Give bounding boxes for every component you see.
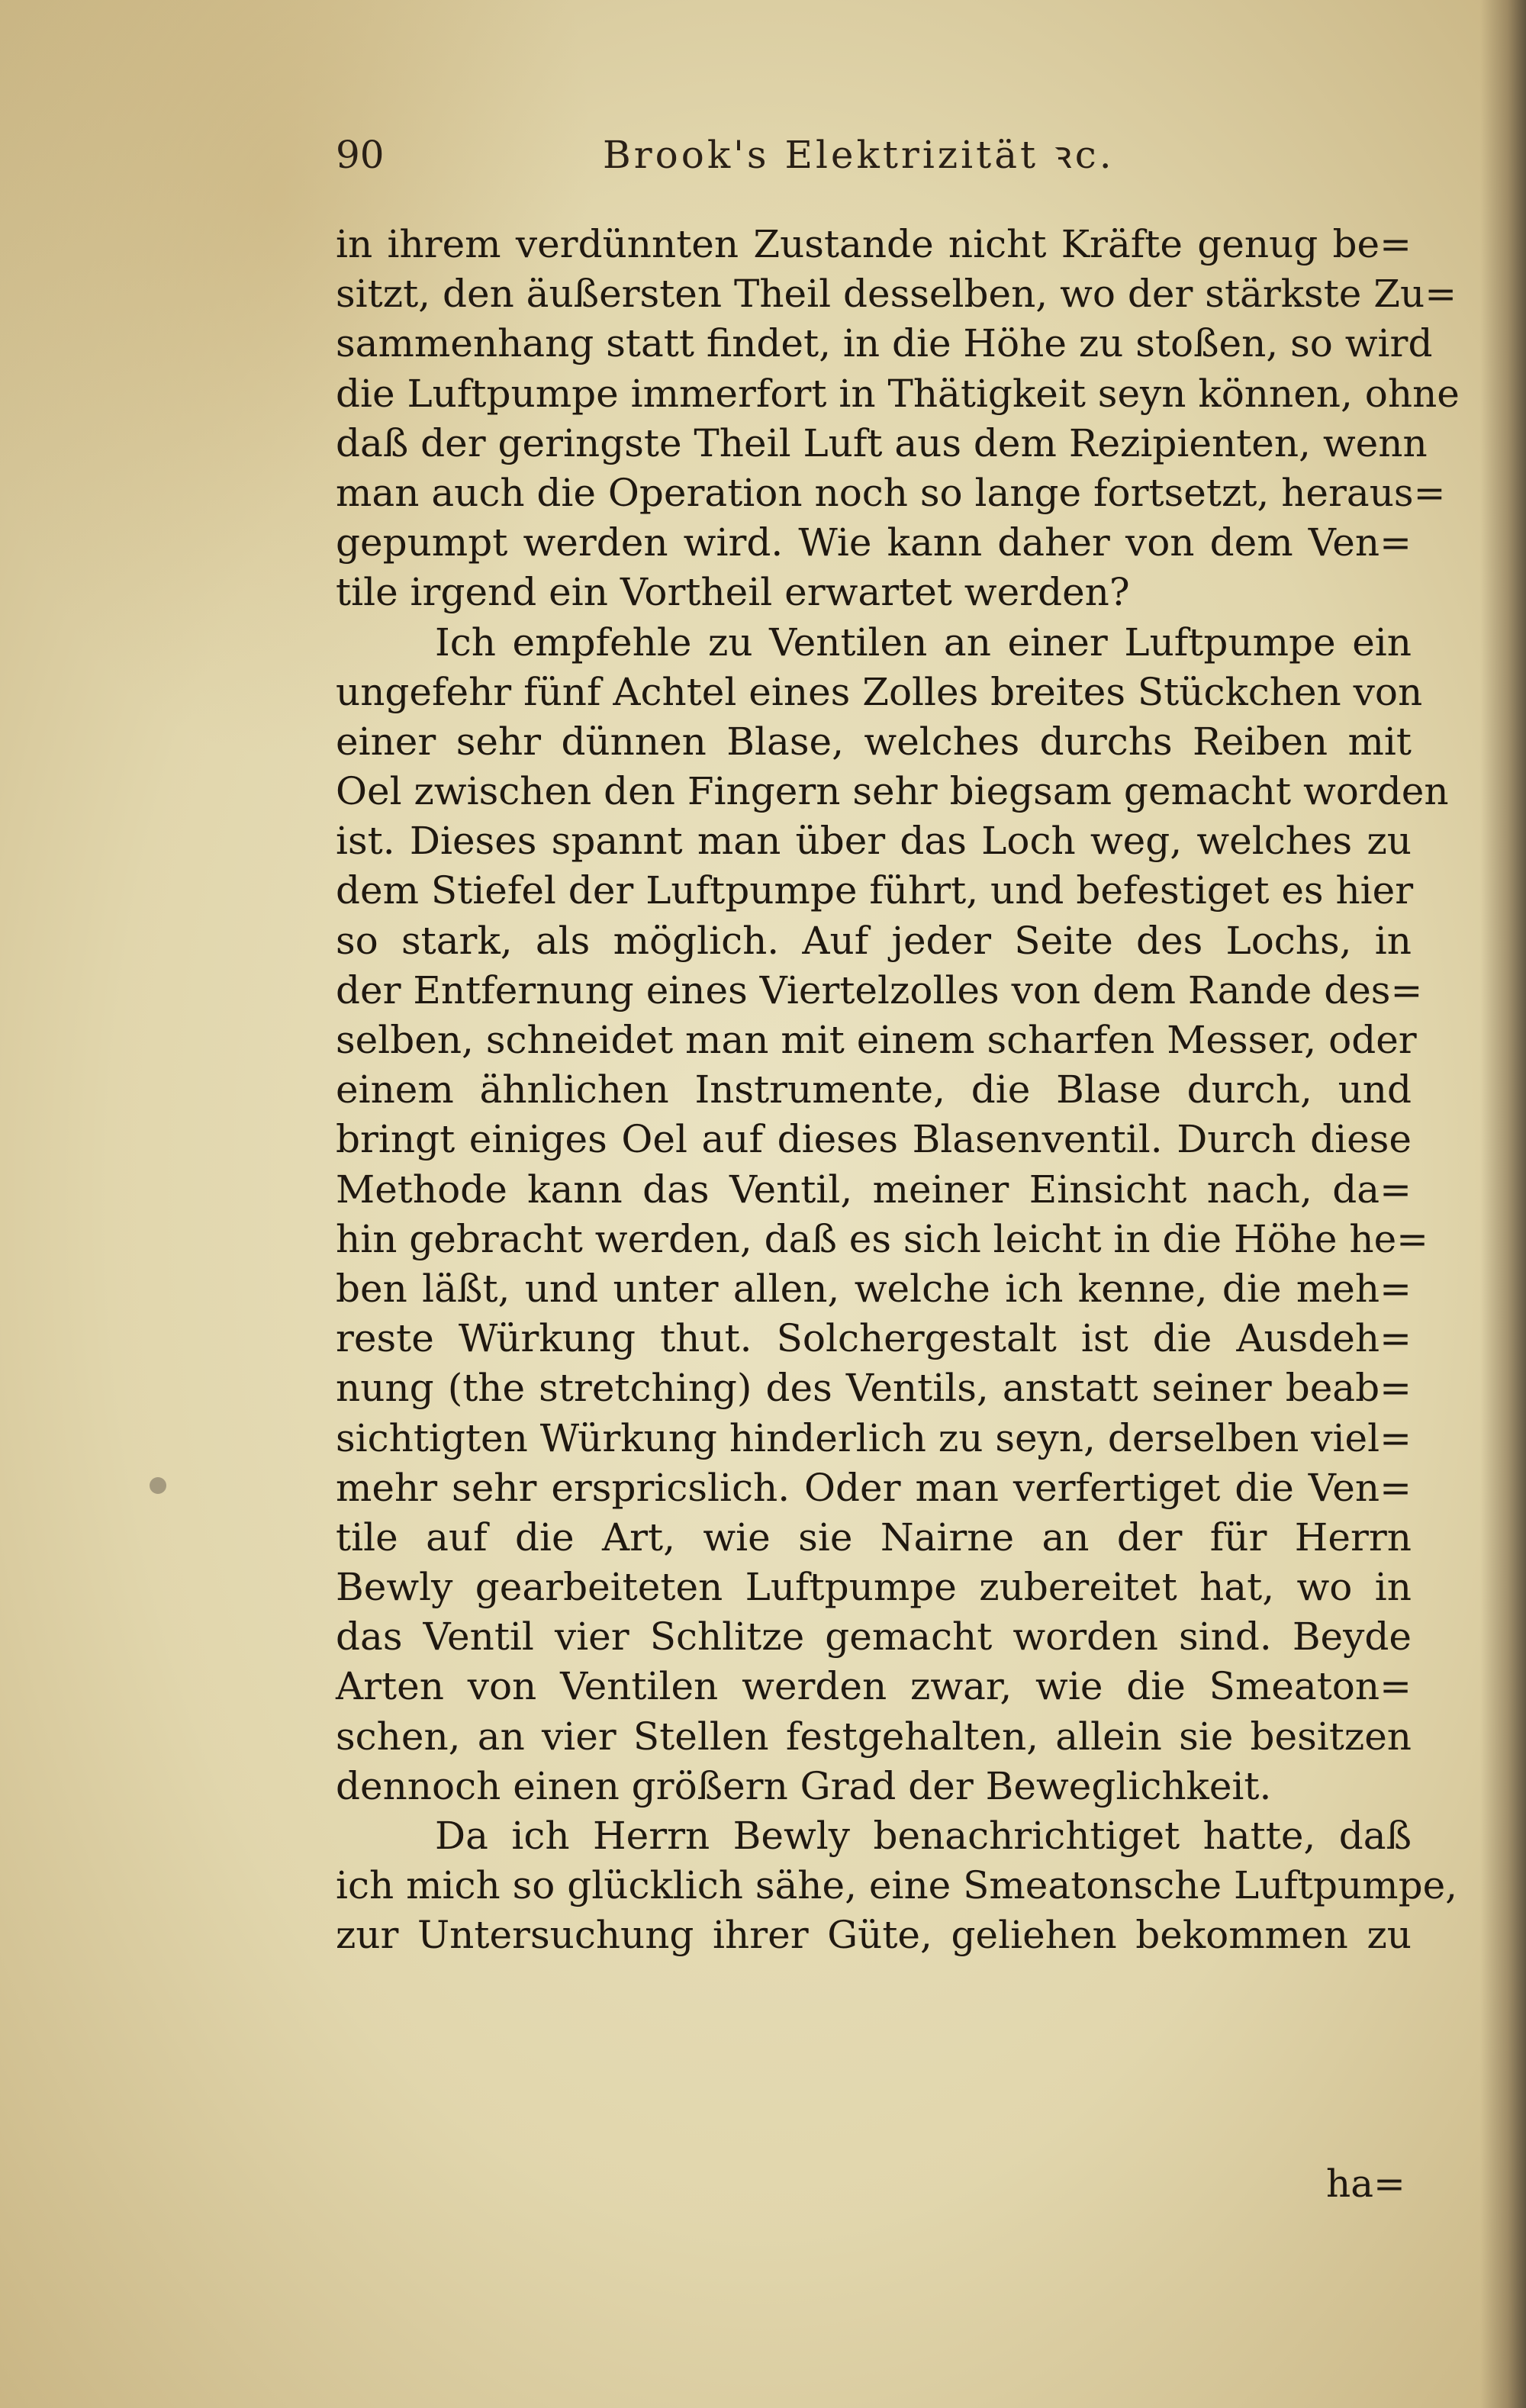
text-line: schen, an vier Stellen festgehalten, allein sie besitzen — [336, 1714, 1412, 1759]
text-line: ich mich so glücklich sähe, eine Smeatonsche Luftpumpe, — [336, 1863, 1458, 1908]
text-line: hin gebracht werden, daß es sich leicht in die Höhe he= — [336, 1216, 1429, 1261]
text-line: Bewly gearbeiteten Luftpumpe zubereitet hat, wo in — [336, 1565, 1412, 1610]
text-line: Ich empfehle zu Ventilen an einer Luftpumpe ein — [435, 620, 1412, 665]
text-line: selben, schneidet man mit einem scharfen Messer, oder — [336, 1018, 1417, 1062]
text-line: tile auf die Art, wie sie Nairne an der für Herrn — [336, 1515, 1412, 1560]
text-line: ungefehr fünf Achtel eines Zolles breites Stückchen von — [336, 669, 1423, 714]
page-header — [336, 128, 1236, 182]
text-line: daß der geringste Theil Luft aus dem Rezipienten, wenn — [336, 420, 1428, 465]
page-number: 90 — [336, 133, 385, 177]
text-line: gepumpt werden wird. Wie kann daher von dem Ven= — [336, 520, 1412, 565]
catchword: ha= — [1326, 2162, 1405, 2206]
paper-stain — [150, 1477, 166, 1494]
text-line: zur Untersuchung ihrer Güte, geliehen bekommen zu — [336, 1913, 1412, 1958]
text-line: der Entfernung eines Viertelzolles von dem Rande des= — [336, 967, 1423, 1012]
text-line: sichtigten Würkung hinderlich zu seyn, derselben viel= — [336, 1415, 1412, 1460]
page-gutter-shadow — [1480, 0, 1526, 2408]
text-line: sitzt, den äußersten Theil desselben, wo der stärkste Zu= — [336, 272, 1457, 317]
text-line: man auch die Operation noch so lange fortsetzt, heraus= — [336, 470, 1446, 515]
text-line: in ihrem verdünnten Zustande nicht Kräfte genug be= — [336, 222, 1412, 266]
text-line: bringt einiges Oel auf dieses Blasenventil. Durch diese — [336, 1117, 1412, 1162]
text-line: reste Würkung thut. Solchergestalt ist die Ausdeh= — [336, 1316, 1412, 1361]
text-line: Da ich Herrn Bewly benachrichtiget hatte, daß — [435, 1814, 1412, 1858]
text-line: ist. Dieses spannt man über das Loch weg, welches zu — [336, 819, 1412, 864]
text-line: so stark, als möglich. Auf jeder Seite des Lochs, in — [336, 918, 1412, 963]
text-line: sammenhang statt findet, in die Höhe zu stoßen, so wird — [336, 321, 1433, 366]
text-line: dem Stiefel der Luftpumpe führt, und befestiget es hier — [336, 868, 1414, 913]
text-line: Arten von Ventilen werden zwar, wie die Smeaton= — [336, 1664, 1412, 1709]
text-line: mehr sehr erspricslich. Oder man verfertiget die Ven= — [336, 1465, 1412, 1510]
text-line: tile irgend ein Vortheil erwartet werden? — [336, 570, 1130, 615]
text-line: ben läßt, und unter allen, welche ich kenne, die meh= — [336, 1266, 1412, 1311]
text-line: die Luftpumpe immerfort in Thätigkeit seyn können, ohne — [336, 371, 1460, 416]
text-line: Methode kann das Ventil, meiner Einsicht nach, da= — [336, 1167, 1412, 1212]
text-line: einer sehr dünnen Blase, welches durchs Reiben mit — [336, 719, 1412, 764]
body-text — [336, 220, 1460, 1961]
text-line: einem ähnlichen Instrumente, die Blase durch, und — [336, 1067, 1412, 1112]
text-line: Oel zwischen den Fingern sehr biegsam gemacht worden — [336, 769, 1449, 814]
text-line: nung (the stretching) des Ventils, anstatt seiner beab= — [336, 1366, 1412, 1411]
running-head: Brook's Elektrizität ꝛc. — [603, 133, 1115, 177]
text-line: dennoch einen größern Grad der Beweglichkeit. — [336, 1763, 1272, 1808]
text-line: das Ventil vier Schlitze gemacht worden sind. Beyde — [336, 1614, 1412, 1660]
